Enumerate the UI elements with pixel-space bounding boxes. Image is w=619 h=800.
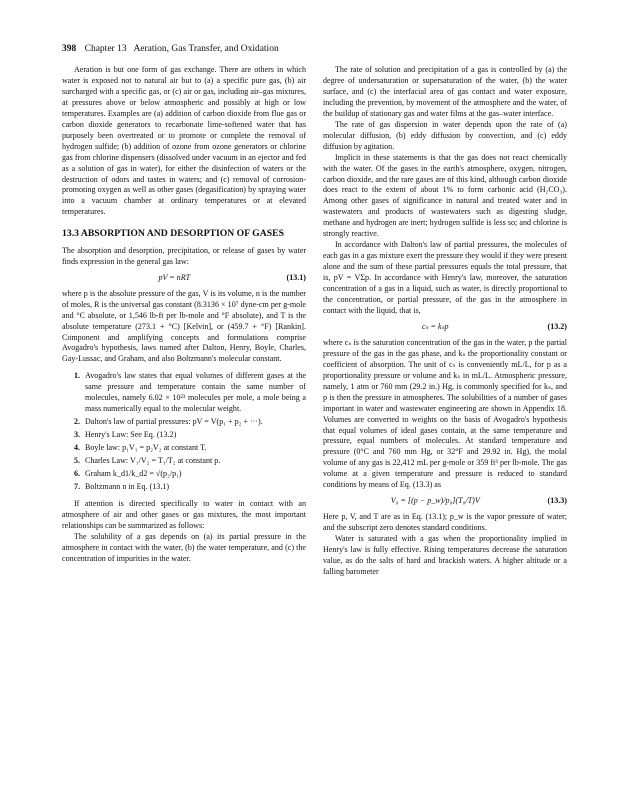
list-item: 4. Boyle law: p₁V₁ = p₂V₂ at constant T. xyxy=(82,443,306,454)
list-item: 1. Avogadro's law states that equal volumes of different gases at the same pressure and temperature contain the same number of molecules, namely 6.02 × 10²³ molecules per mole, a mole being a mass numerically equal to the molecular weight. xyxy=(82,371,306,415)
list-item: 2. Dalton's law of partial pressures: pV = V(p₁ + p₂ + ···). xyxy=(82,417,306,428)
list-item: 3. Henry's Law: See Eq. (13.2) xyxy=(82,430,306,441)
paragraph: where p is the absolute pressure of the gas, V is its volume, n is the number of moles, R is the universal gas constant (8.3136 × 10⁷ dyne-cm per g-mole and °C absolute, or 1,546 lb-ft per lb-mole and °F absolute), and T is the absolute temperature (273.1 + °C) [Kelvin], or (459.7 + °F) [Rankin]. Component and amplifying concepts and formulations comprise Avogadro's hypothesis, laws named after Dalton, Henry, Boyle, Charles, Gay-Lussac, and Graham, and also Boltzmann's molecular constant. xyxy=(62,288,306,364)
equation-number: (13.1) xyxy=(286,272,306,282)
equation-expression: pV = nRT xyxy=(158,272,191,282)
equation-13-2 xyxy=(323,322,567,333)
chapter-label: Chapter 13 xyxy=(84,44,127,54)
equation-number: (13.2) xyxy=(547,321,567,331)
gas-law-list xyxy=(62,371,306,493)
paragraph: In accordance with Dalton's law of partial pressures, the molecules of each gas in a gas mixture exert the pressure they would if they were present alone and the sum of these partial pressures equals the total pressure, that is, pV = VΣp. In accordance with Henry's law, moreover, the saturation concentration of a gas in a liquid, such as water, is directly proportional to the concentration, or partial pressure, of the gas in the atmosphere in contact with the liquid, that is, xyxy=(323,240,567,315)
chapter-title: Aeration, Gas Transfer, and Oxidation xyxy=(133,44,279,54)
equation-expression: cₛ = kₛp xyxy=(421,321,449,331)
paragraph: where cₛ is the saturation concentration of the gas in the water, p the partial pressure of the gas in the gas phase, and kₛ the proportionality constant or coefficient of absorption. The unit of cₛ is conveniently mL/L, for p as a proportionality pressure or volume and kₛ in mL/L. Atmospheric pressure, namely, 1 atm or 760 mm (29.2 in.) Hg, is commonly specified for kₛ, and p is then the pressure in atmospheres. The solubilities of a number of gases important in water and wastewater engineering are shown in Appendix 18. Volumes are converted to weights on the basis of Avogadro's hypothesis that equal volumes of ideal gases contain, at the same temperature and pressure, equal numbers of molecules. At standard temperature and pressure (0°C and 760 mm Hg, or 32°F and 29.92 in. Hg), the molal volume of any gas is 22,412 mL per g-mole or 359 ft³ per lb-mole. The gas volume at a given temperature and pressure is reduced to standard conditions by means of Eq. (13.3) as xyxy=(323,337,567,490)
paragraph: The absorption and desorption, precipitation, or release of gases by water finds expression in the general gas law: xyxy=(62,245,306,266)
paragraph: Aeration is but one form of gas exchange. There are others in which water is exposed not to natural air but to (a) a specific pure gas, (b) air surcharged with a specific gas, or (c) air or gas, including air–gas mixtures, at pressures above or below atmospheric and possibly at high or low temperatures. Examples are (a) addition of carbon dioxide from flue gas or carbon dioxide generators to recarbonate lime-softened water that has purposely been overtreated or to promote or complete the removal of hydrogen sulfide; (b) addition of ozone from ozone generators or chlorine gas from chlorine dispensers (dissolved under vacuum in an ejector and fed as a solution of gas in water), for either the disinfection of waters or the destruction of odors and tastes in waters; and (c) removal of corrosion-promoting oxygen as well as other gases (degasification) by spraying water into a vacuum chamber at ordinary temperatures or at elevated temperatures. xyxy=(62,65,306,217)
equation-expression: V₀ = [(p − p_w)/p₀](T₀/T)V xyxy=(390,496,480,506)
list-item: 6. Graham k_d1/k_d2 = √(p₂/p₁) xyxy=(82,469,306,480)
page-number: 398 xyxy=(62,44,77,54)
paragraph: Water is saturated with a gas when the proportionality implied in Henry's law is fully effective. Rising temperatures decrease the saturation value, as do the salts of hard and brackish waters. A higher altitude or a falling barometer xyxy=(323,534,567,576)
paragraph: The solubility of a gas depends on (a) its partial pressure in the atmosphere in contact with the water, (b) the water temperature, and (c) the concentration of impurities in the water. xyxy=(62,531,306,563)
list-item: 7. Boltzmann n in Eq. (13.1) xyxy=(82,482,306,493)
paragraph: The rate of solution and precipitation of a gas is controlled by (a) the degree of undersaturation or supersaturation of the water, (b) the water surface, and (c) the interfacial area of gas contact and water exposure, including the prevention, by movement of the atmosphere and the water, of the buildup of stationary gas and water films at the gas–water interface. xyxy=(323,65,567,118)
paragraph: The rate of gas dispersion in water depends upon the rate of (a) molecular diffusion, (b) eddy diffusion by convection, and (c) eddy diffusion by agitation. xyxy=(323,119,567,151)
paragraph: Implicit in these statements is that the gas does not react chemically with the water. Of the gases in the earth's atmosphere, oxygen, nitrogen, carbon dioxide, and the rare gases are of this kind, although carbon dioxide does react to the extent of about 1% to form carbonic acid (H₂CO₃). Among other gases of significance in natural and treated water and in wastewaters and products of wastewaters such as digesting sludge, methane and hydrogen are inert; hydrogen sulfide is less so; and chlorine is strongly reactive. xyxy=(323,152,567,239)
left-column xyxy=(62,65,306,565)
list-item: 5. Charles Law: V₁/V₂ = T₁/T₂ at constant p. xyxy=(82,456,306,467)
right-column xyxy=(323,65,567,578)
paragraph: Here p, V, and T are as in Eq. (13.1); p_w is the vapor pressure of water; and the subscript zero denotes standard conditions. xyxy=(323,512,567,533)
equation-13-1 xyxy=(62,273,306,284)
equation-number: (13.3) xyxy=(547,496,567,506)
page-header xyxy=(62,44,279,54)
equation-13-3 xyxy=(323,496,567,507)
paragraph: If attention is directed specifically to water in contact with an atmosphere of air and other gases or gas mixtures, the most important relationships can be summarized as follows: xyxy=(62,498,306,530)
section-heading: 13.3 ABSORPTION AND DESORPTION OF GASES xyxy=(62,228,284,240)
